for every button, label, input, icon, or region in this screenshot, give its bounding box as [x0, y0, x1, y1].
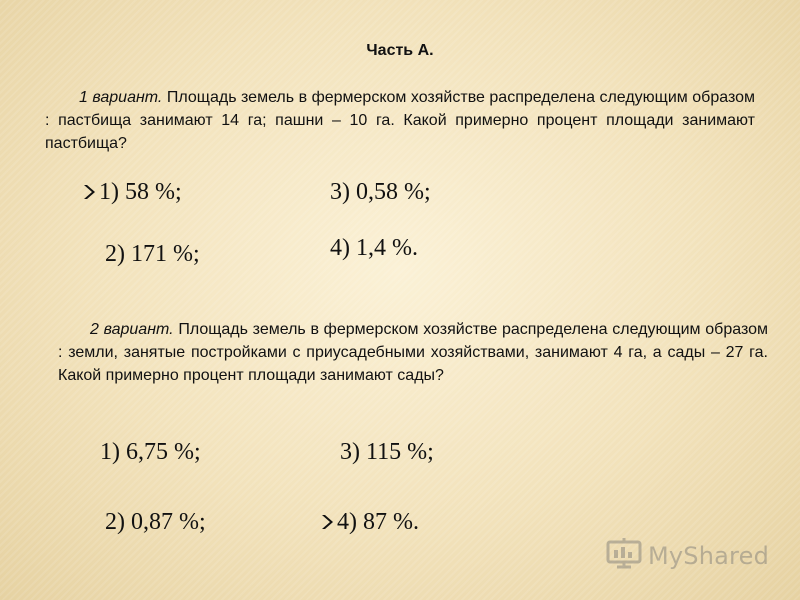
variant2-answer-1-label: 1) 6,75 %;: [100, 439, 201, 465]
variant1-answer-4-label: 4) 1,4 %.: [330, 235, 418, 261]
variant2-lead: 2 вариант.: [90, 321, 174, 338]
variant1-answer-4: [330, 234, 418, 262]
variant1-answer-1-label: 1) 58 %;: [99, 179, 182, 205]
variant1-lead: 1 вариант.: [79, 89, 163, 106]
variant2-text: Площадь земель в фермерском хозяйстве распределена следующим образом : земли, занятые постройками с приусадебными хозяйствами, занимают 4 га, а сады – 27 га. Какой примерно процент площади занимают сады?: [58, 321, 769, 384]
variant2-answer-2: [105, 508, 206, 536]
slide-title: Часть А.: [366, 42, 434, 59]
variant2-answer-4-label: 4) 87 %.: [337, 509, 419, 535]
variant1-answer-2: [105, 240, 200, 268]
variant1-answer-3-label: 3) 0,58 %;: [330, 179, 431, 205]
watermark-text: MyShared: [648, 541, 770, 570]
variant1-question: [45, 86, 755, 155]
watermark: [606, 537, 769, 574]
variant2-answer-2-label: 2) 0,87 %;: [105, 509, 206, 535]
variant1-answer-2-label: 2) 171 %;: [105, 241, 200, 267]
presentation-logo-icon: [606, 537, 642, 574]
variant2-question: [58, 318, 768, 387]
correct-answer-arrow-icon: [318, 508, 336, 536]
variant2-answer-3: [340, 438, 434, 466]
variant2-answer-4: [318, 508, 419, 536]
variant2-answer-3-label: 3) 115 %;: [340, 439, 434, 465]
variant1-answer-3: [330, 178, 431, 206]
variant1-text: Площадь земель в фермерском хозяйстве распределена следующим образом : пастбища занимают 14 га; пашни – 10 га. Какой примерно процент площади занимают пастбища?: [45, 89, 756, 152]
variant1-answer-1: [80, 178, 182, 206]
variant2-answer-1: [100, 438, 201, 466]
correct-answer-arrow-icon: [80, 178, 98, 206]
